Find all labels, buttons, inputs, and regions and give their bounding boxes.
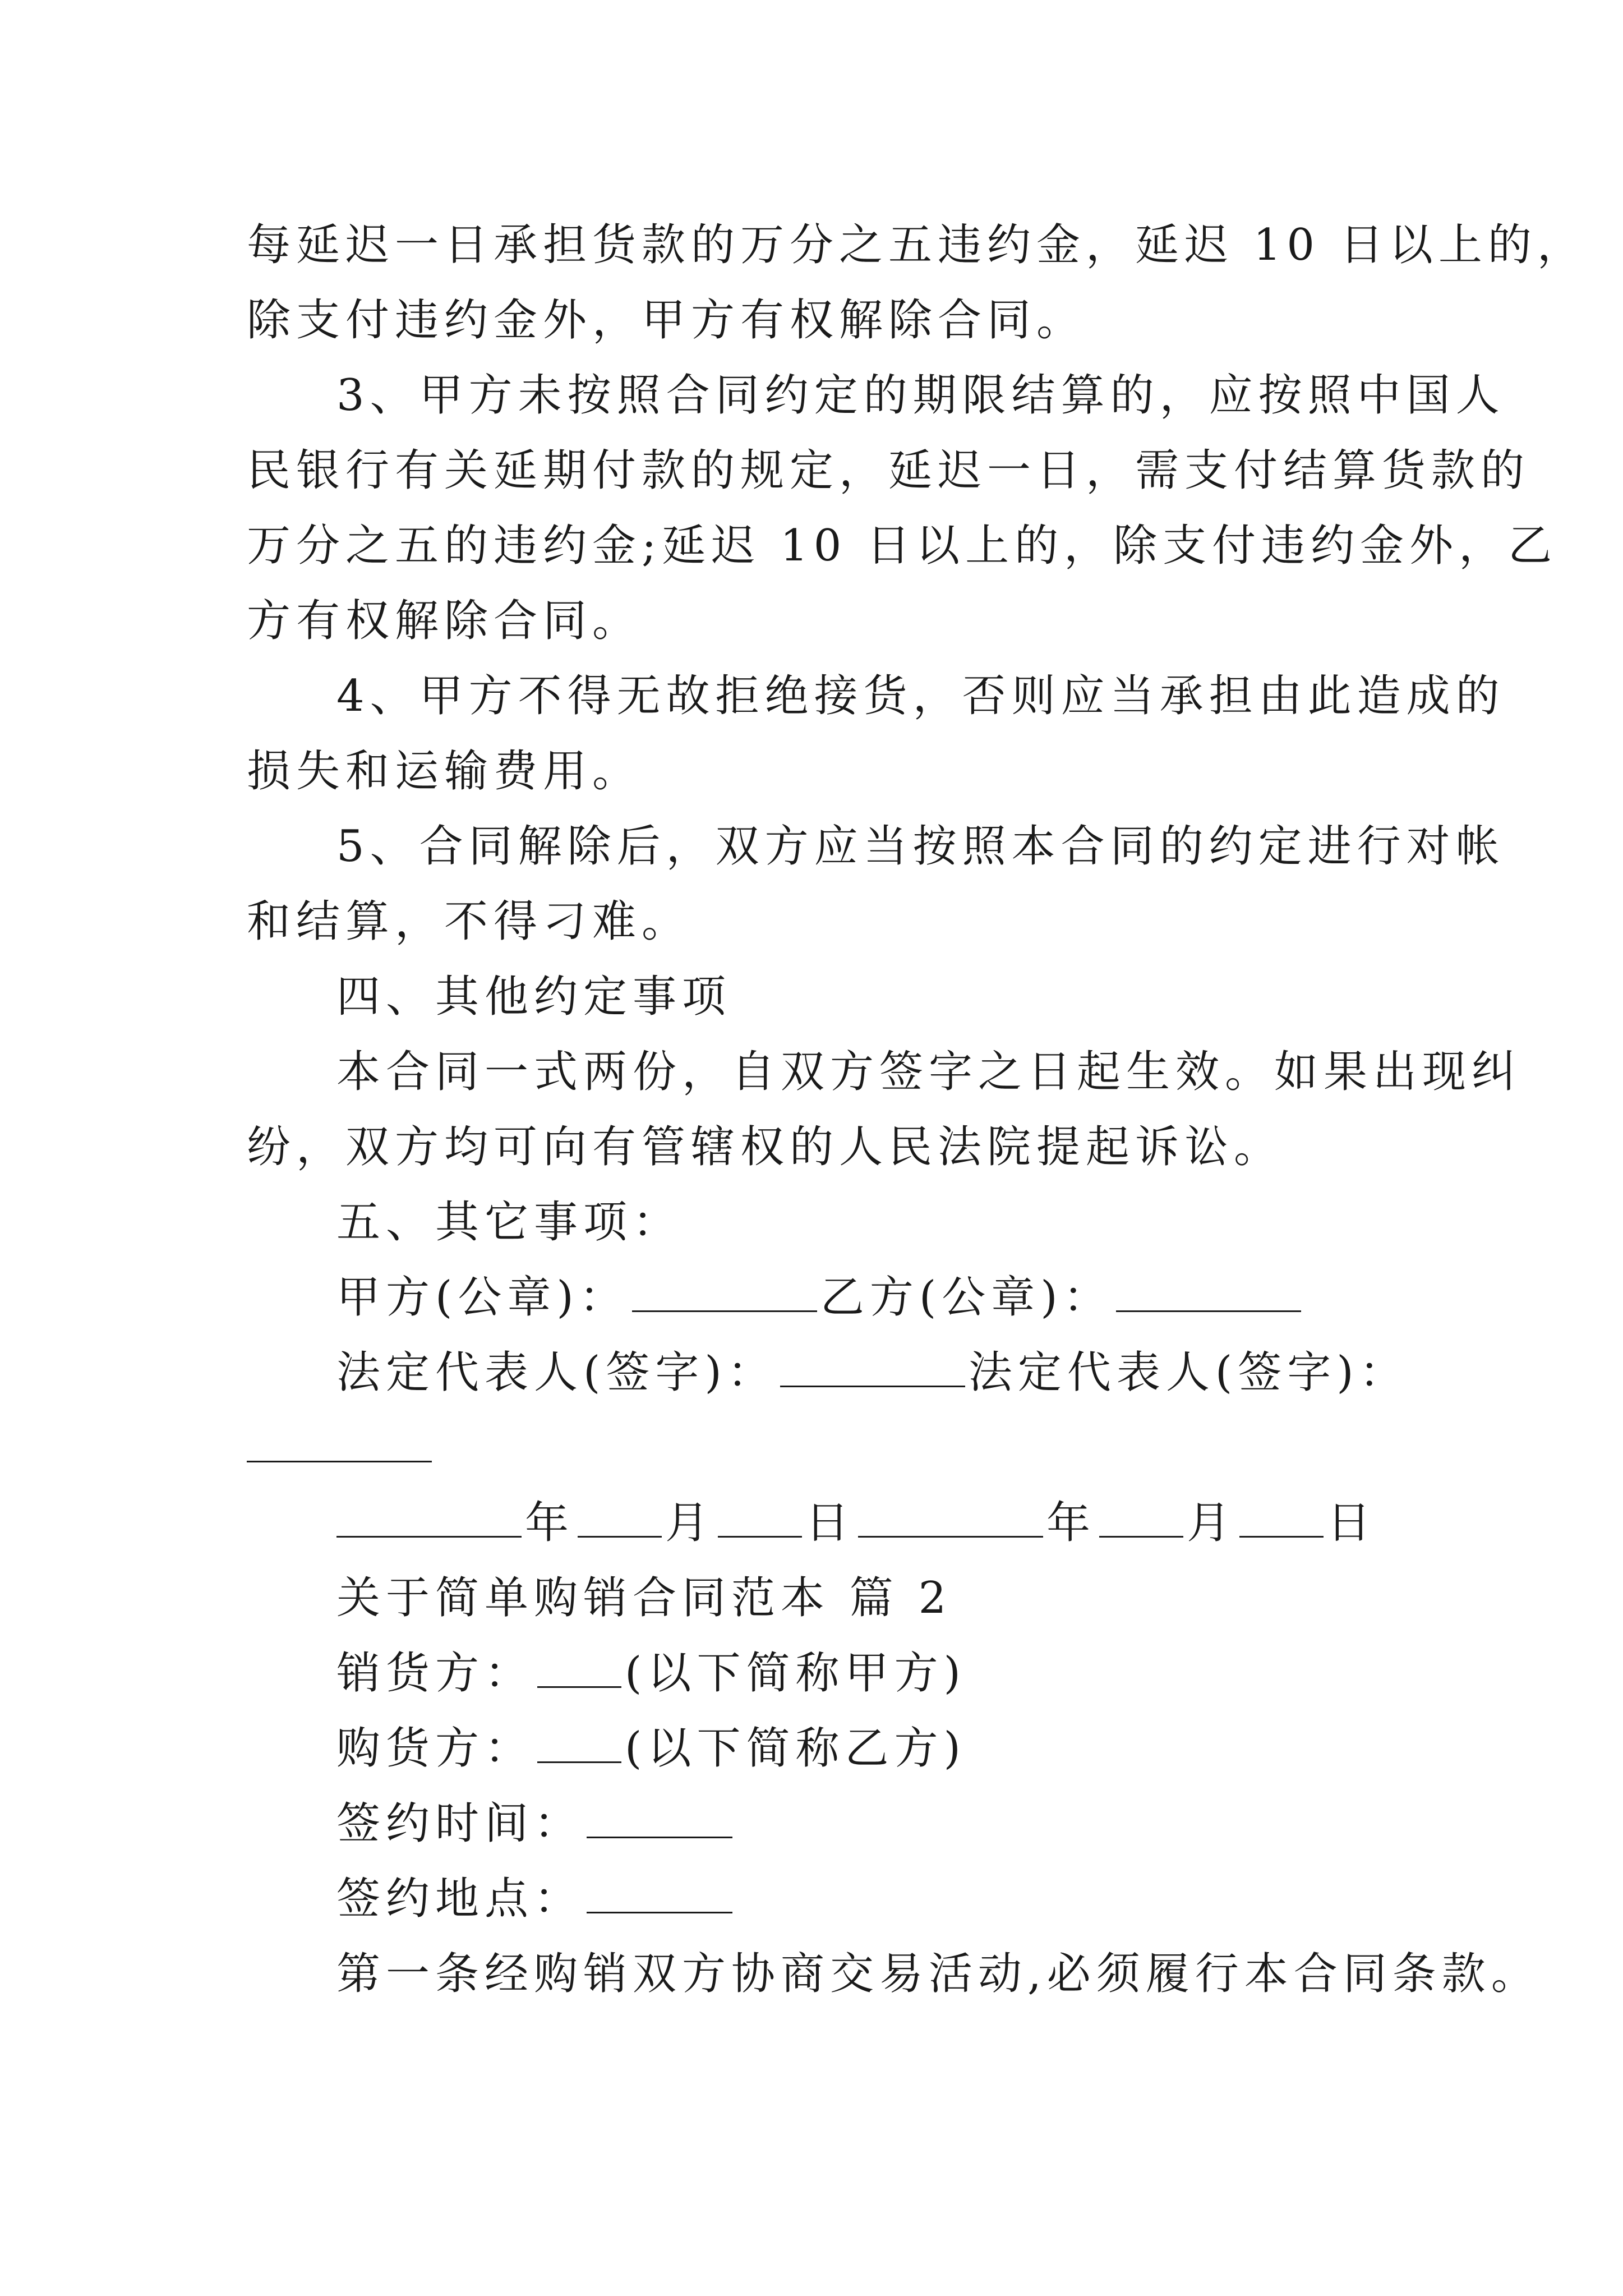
sign-place-blank (587, 1872, 732, 1913)
rep-a-blank (780, 1346, 965, 1387)
date-line (336, 1492, 1623, 1554)
day-b-blank (1239, 1497, 1324, 1538)
paragraph-line: 本合同一式两份，自双方签字之日起生效。如果出现纠 (336, 1047, 1521, 1097)
seller-line (336, 1642, 1623, 1704)
paragraph-line: 纷，双方均可向有管辖权的人民法院提起诉讼。 (247, 1122, 1284, 1172)
paragraph-line: 损失和运输费用。 (247, 746, 642, 797)
month-a-blank (578, 1497, 662, 1538)
paragraph-line: 方有权解除合同。 (247, 596, 642, 646)
day-a-blank (718, 1497, 802, 1538)
rep-b-blank-line (247, 1417, 1623, 1479)
buyer-blank (537, 1722, 621, 1763)
seller-label: 销货方： (336, 1648, 534, 1699)
rep-a-label: 法定代表人(签字)： (336, 1347, 777, 1398)
contract-2-title: 关于简单购销合同范本 篇 2 (336, 1573, 952, 1623)
representative-line (336, 1342, 1623, 1404)
buyer-suffix: (以下简称乙方) (625, 1723, 966, 1774)
seller-blank (537, 1647, 621, 1688)
paragraph-line: 和结算，不得刁难。 (247, 896, 691, 947)
rep-b-label: 法定代表人(签字)： (968, 1347, 1409, 1398)
seal-line (336, 1267, 1623, 1328)
rep-b-blank (247, 1421, 432, 1462)
seller-suffix: (以下简称甲方) (625, 1648, 966, 1699)
year-a-blank (336, 1497, 522, 1538)
paragraph-line: 万分之五的违约金;延迟 10 日以上的，除支付违约金外，乙 (247, 521, 1558, 571)
section-heading-5: 五、其它事项： (336, 1197, 683, 1248)
paragraph-line: 民银行有关延期付款的规定，延迟一日，需支付结算货款的 (247, 445, 1530, 496)
party-b-seal-label: 乙方(公章)： (820, 1272, 1113, 1323)
day-a-label: 日 (805, 1498, 855, 1548)
month-b-label: 月 (1187, 1498, 1237, 1548)
sign-time-blank (587, 1797, 732, 1838)
year-b-label: 年 (1046, 1498, 1096, 1548)
party-b-seal-blank (1116, 1271, 1301, 1312)
month-a-label: 月 (665, 1498, 715, 1548)
paragraph-line: 每延迟一日承担货款的万分之五违约金，延迟 10 日以上的， (247, 220, 1587, 270)
article-1: 第一条经购销双方协商交易活动,必须履行本合同条款。 (336, 1949, 1541, 1999)
sign-time-label: 签约时间： (336, 1798, 584, 1849)
sign-place-label: 签约地点： (336, 1874, 584, 1924)
buyer-line (336, 1718, 1623, 1779)
year-b-blank (858, 1497, 1043, 1538)
clause-5: 5、合同解除后，双方应当按照本合同的约定进行对帐 (336, 821, 1505, 872)
buyer-label: 购货方： (336, 1723, 534, 1774)
sign-time-line (336, 1793, 1623, 1855)
party-a-seal-label: 甲方(公章)： (336, 1272, 629, 1323)
section-heading-4: 四、其他约定事项 (336, 972, 732, 1022)
party-a-seal-blank (632, 1271, 817, 1312)
sign-place-line (336, 1868, 1623, 1930)
year-a-label: 年 (525, 1498, 575, 1548)
clause-3: 3、甲方未按照合同约定的期限结算的，应按照中国人 (336, 370, 1505, 421)
month-b-blank (1099, 1497, 1183, 1538)
day-b-label: 日 (1327, 1498, 1377, 1548)
clause-4: 4、甲方不得无故拒绝接货，否则应当承担由此造成的 (336, 671, 1505, 721)
paragraph-line: 除支付违约金外，甲方有权解除合同。 (247, 295, 1086, 346)
